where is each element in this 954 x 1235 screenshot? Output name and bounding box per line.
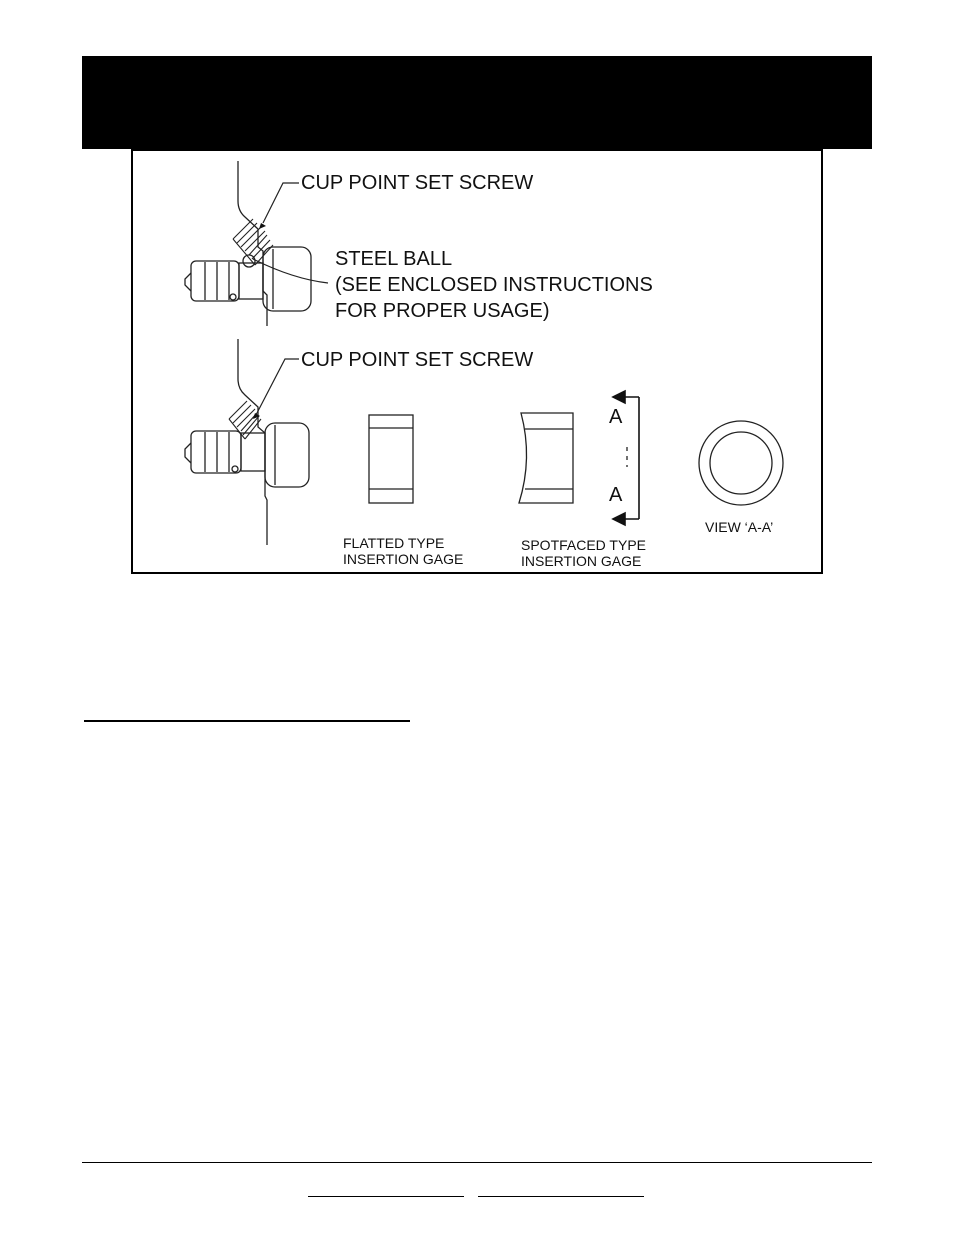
label-flatted-insertion-gage: INSERTION GAGE	[343, 551, 464, 567]
figure-frame	[131, 149, 823, 574]
label-view-a-a: VIEW ‘A-A’	[705, 519, 774, 535]
label-spotfaced-type: SPOTFACED TYPE	[521, 537, 646, 553]
label-section-a-bottom: A	[609, 484, 623, 506]
label-proper-usage: FOR PROPER USAGE)	[335, 300, 550, 322]
lower-pin	[185, 423, 309, 487]
header-bar	[82, 56, 872, 149]
upper-leaders	[253, 183, 328, 283]
footer-rule	[82, 1162, 872, 1163]
footer-link-underline-left	[308, 1196, 464, 1197]
lower-leaders	[253, 359, 299, 419]
label-spotfaced-insertion-gage: INSERTION GAGE	[521, 553, 642, 569]
view-a-a-rings	[699, 421, 783, 505]
label-cup-point-set-screw-lower: CUP POINT SET SCREW	[301, 349, 534, 371]
label-flatted-type: FLATTED TYPE	[343, 535, 445, 551]
lower-housing-wall	[238, 339, 267, 545]
section-heading-underline	[84, 720, 410, 722]
spotfaced-gage	[519, 413, 573, 503]
label-cup-point-set-screw-upper: CUP POINT SET SCREW	[301, 172, 534, 194]
label-steel-ball: STEEL BALL	[335, 248, 453, 270]
steel-ball	[243, 255, 255, 267]
flatted-gage	[369, 415, 413, 503]
label-see-enclosed-instructions: (SEE ENCLOSED INSTRUCTIONS	[335, 274, 653, 296]
label-section-a-top: A	[609, 406, 623, 428]
upper-set-screw	[233, 219, 273, 265]
footer-link-underline-right	[478, 1196, 644, 1197]
